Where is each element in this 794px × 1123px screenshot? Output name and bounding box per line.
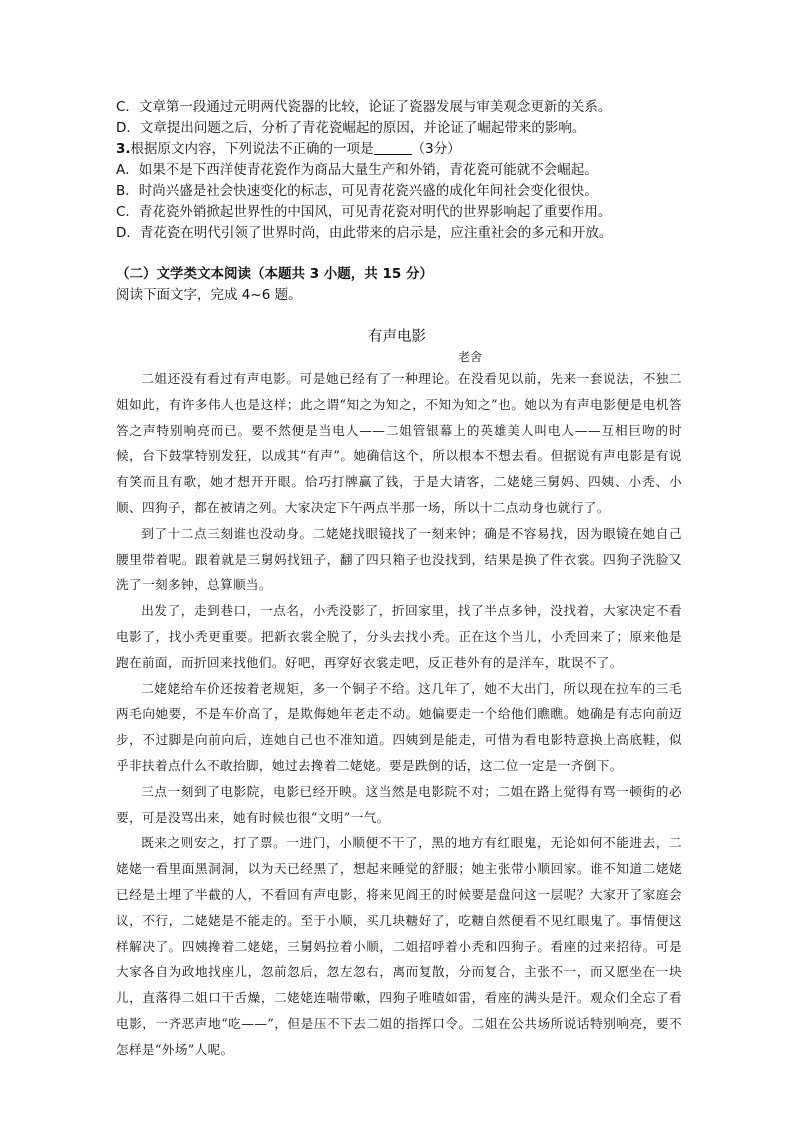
section-instruction: 阅读下面文字，完成 4~6 题。	[116, 287, 302, 303]
question-3-option-c: C．青花瓷外销掀起世界性的中国风，可见青花瓷对明代的世界影响起了重要作用。	[116, 204, 612, 220]
article-paragraph: 出发了，走到巷口，一点名，小秃没影了，折回家里，找了半点多钟，没找着，大家决定不看电影了，找小秃更重要。把新衣裳全脱了，分头去找小秃。正在这个当儿，小秃回来了；原来他是跑在前面，而折回来找他们。好吧，再穿好衣裳走吧，反正巷外有的是洋车，耽误不了。	[116, 603, 682, 670]
article-paragraph: 二姥姥给车价还按着老规矩，多一个铜子不给。这几年了，她不大出门，所以现在拉车的三毛两毛向她要，不是车价高了，是欺侮她年老走不动。她偏要走一个给他们瞧瞧。她确是有志向前迈步，不过脚是向前向后，连她自己也不准知道。四姨到是能走，可惜为看电影特意换上高底鞋，似乎非扶着点什么不敢抬脚，她过去搀着二姥姥。要是跌倒的话，这二位一定是一齐倒下。	[116, 680, 682, 773]
article-title: 有声电影	[368, 329, 426, 345]
section-heading: （二）文学类文本阅读（本题共 3 小题，共 15 分）	[116, 266, 433, 282]
question-2-option-c: C．文章第一段通过元明两代瓷器的比较，论证了瓷器发展与审美观念更新的关系。	[116, 99, 612, 115]
article-author: 老舍	[458, 350, 483, 364]
article-paragraph: 到了十二点三刻谁也没动身。二姥姥找眼镜找了一刻来钟；确是不容易找，因为眼镜在她自己腰里带着呢。跟着就是三舅妈找钮子，翻了四只箱子也没找到，结果是换了件衣裳。四狗子洗脸又洗了一刻多钟，总算顺当。	[116, 525, 682, 593]
article-paragraph: 既来之则安之，打了票。一进门，小顺便不干了，黑的地方有红眼鬼，无论如何不能进去，二姥姥一看里面黑洞洞，以为天已经黑了，想起来睡觉的舒服；她主张带小顺回家。谁不知道二姥姥已经是土埋了半截的人，不看回有声电影，将来见阎王的时候要是盘问这一层呢？大家开了家庭会议，不行，二姥姥是不能走的。至于小顺，买几块糖好了，吃糖自然便看不见红眼鬼了。事情便这样解决了。四姨搀着二姥姥，三舅妈拉着小顺，二姐招呼着小秃和四狗子。看座的过来招待。可是大家各自为政地找座儿，忽前忽后，忽左忽右，离而复散，分而复合，主张不一，而又愿坐在一块儿，直落得二姐口干舌燥，二姥姥连喘带嗽，四狗子唯喳如雷，看座的满头是汗。观众们全忘了看电影，一齐恶声地“吃——”，但是压不下去二姐的指挥口令。二姐在公共场所说话特别响亮，要不怎样是“外场”人呢。	[116, 835, 682, 1057]
article-paragraph: 二姐还没有看过有声电影。可是她已经有了一种理论。在没看见以前，先来一套说法，不独二姐如此，有许多伟人也是这样；此之谓“知之为知之，不知为知之”也。她以为有声电影便是电机答答之声特别响亮而已。要不然便是当电人——二姐管银幕上的英雄美人叫电人——互相巨吻的时候，台下鼓掌特别发狂，以成其“有声”。她确信这个，所以根本不想去看。但据说有声电影是有说有笑而且有歌，她才想开开眼。恰巧打牌赢了钱，于是大请客，二姥姥三舅妈、四姨、小秃、小顺、四狗子，都在被请之列。大家决定下午两点半那一场，所以十二点动身也就行了。	[116, 371, 682, 515]
article-body	[116, 366, 682, 1063]
question-3-option-b: B．时尚兴盛是社会快速变化的标志，可见青花瓷兴盛的成化年间社会变化很快。	[116, 183, 598, 199]
question-2-option-d: D．文章提出问题之后，分析了青花瓷崛起的原因，并论证了崛起带来的影响。	[116, 120, 586, 136]
question-3-option-d: D．青花瓷在明代引领了世界时尚，由此带来的启示是，应注重社会的多元和开放。	[116, 225, 613, 241]
question-3-stem	[116, 139, 716, 159]
article-paragraph: 三点一刻到了电影院，电影已经开映。这当然是电影院不对；二姐在路上觉得有骂一顿街的必要，可是没骂出来，她有时候也很“文明”一气。	[116, 783, 682, 825]
question-3-option-a: A．如果不是下西洋使青花瓷作为商品大量生产和外销，青花瓷可能就不会崛起。	[116, 162, 598, 178]
question-number: 3.	[116, 141, 131, 157]
question-3-points: （3分）	[411, 141, 461, 157]
answer-blank	[374, 140, 412, 155]
question-3-text: 根据原文内容，下列说法不正确的一项是	[130, 141, 374, 157]
